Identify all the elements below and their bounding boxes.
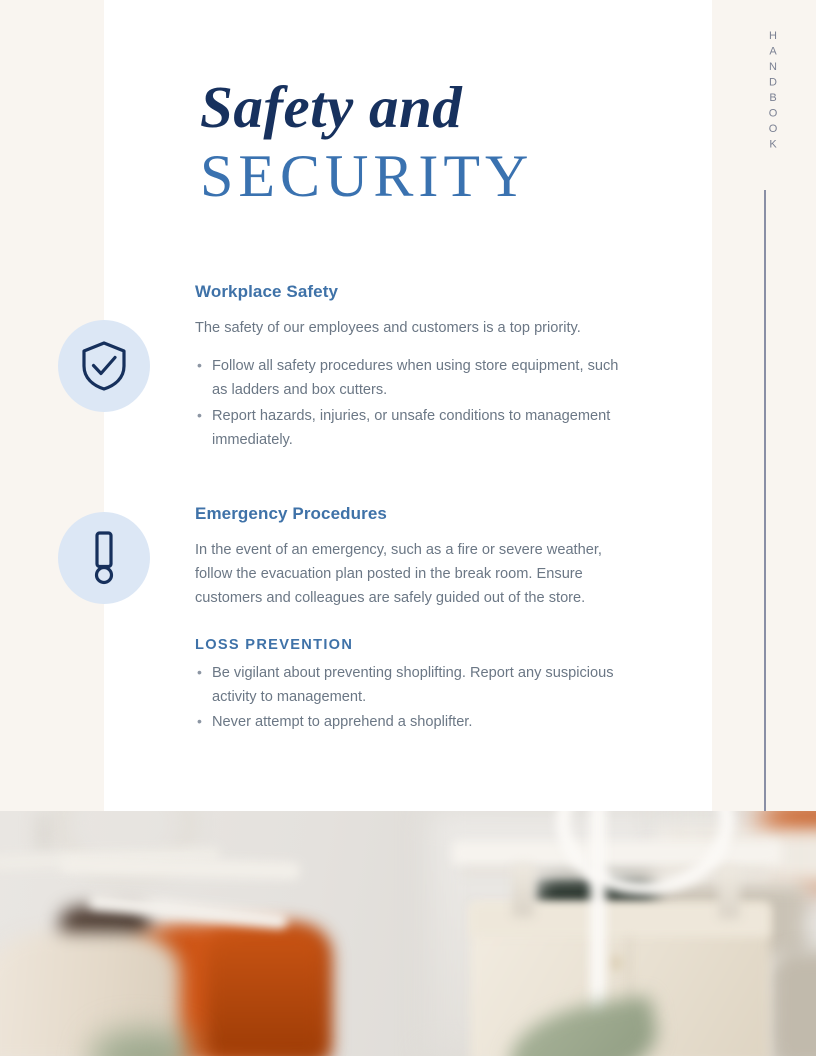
section-heading-workplace-safety: Workplace Safety xyxy=(195,282,339,301)
subsection-heading-loss-prevention: LOSS PREVENTION xyxy=(195,636,354,653)
photo-trouser-button xyxy=(608,955,624,971)
page-title xyxy=(200,74,720,210)
photo-hanger-clip-right xyxy=(718,867,740,919)
handbook-side-label: HANDBOOK xyxy=(767,30,779,154)
exclamation-mark-icon-badge xyxy=(58,512,150,604)
bullet-list-loss-prevention xyxy=(195,661,625,735)
photo-patterned-garment-2 xyxy=(770,951,816,1056)
list-item: • Never attempt to apprehend a shoplifter. xyxy=(195,710,625,734)
photo-orange-garment-fold xyxy=(205,929,325,1056)
shield-check-icon xyxy=(79,340,129,392)
bullet-list-workplace-safety xyxy=(195,354,625,452)
vertical-divider-rule xyxy=(764,190,766,850)
list-item: • Be vigilant about preventing shoplifting. Report any suspicious activity to management. xyxy=(195,661,625,709)
list-item: • Report hazards, injuries, or unsafe conditions to management immediately. xyxy=(195,404,625,452)
photo-hanger-hook xyxy=(40,813,47,855)
photo-hanger-clip-left xyxy=(512,863,534,917)
clothing-rack-photo xyxy=(0,811,816,1056)
section-emergency-procedures xyxy=(195,504,625,735)
page-title-line-2: SECURITY xyxy=(200,143,534,209)
page-title-line-1: Safety and xyxy=(200,74,463,140)
list-item: • Follow all safety procedures when using store equipment, such as ladders and box cutters. xyxy=(195,354,625,402)
section-heading-emergency-procedures: Emergency Procedures xyxy=(195,504,387,523)
photo-rack-pole xyxy=(590,811,606,1021)
exclamation-mark-icon xyxy=(89,530,119,586)
shield-check-icon-badge xyxy=(58,320,150,412)
section-paragraph-workplace-safety: The safety of our employees and customers is a top priority. xyxy=(195,320,581,336)
section-workplace-safety xyxy=(195,282,625,453)
section-paragraph-emergency-procedures: In the event of an emergency, such as a fire or severe weather, follow the evacuation plan posted in the break room. Ensure customers and colleagues are safely guided out of the store. xyxy=(195,542,602,607)
